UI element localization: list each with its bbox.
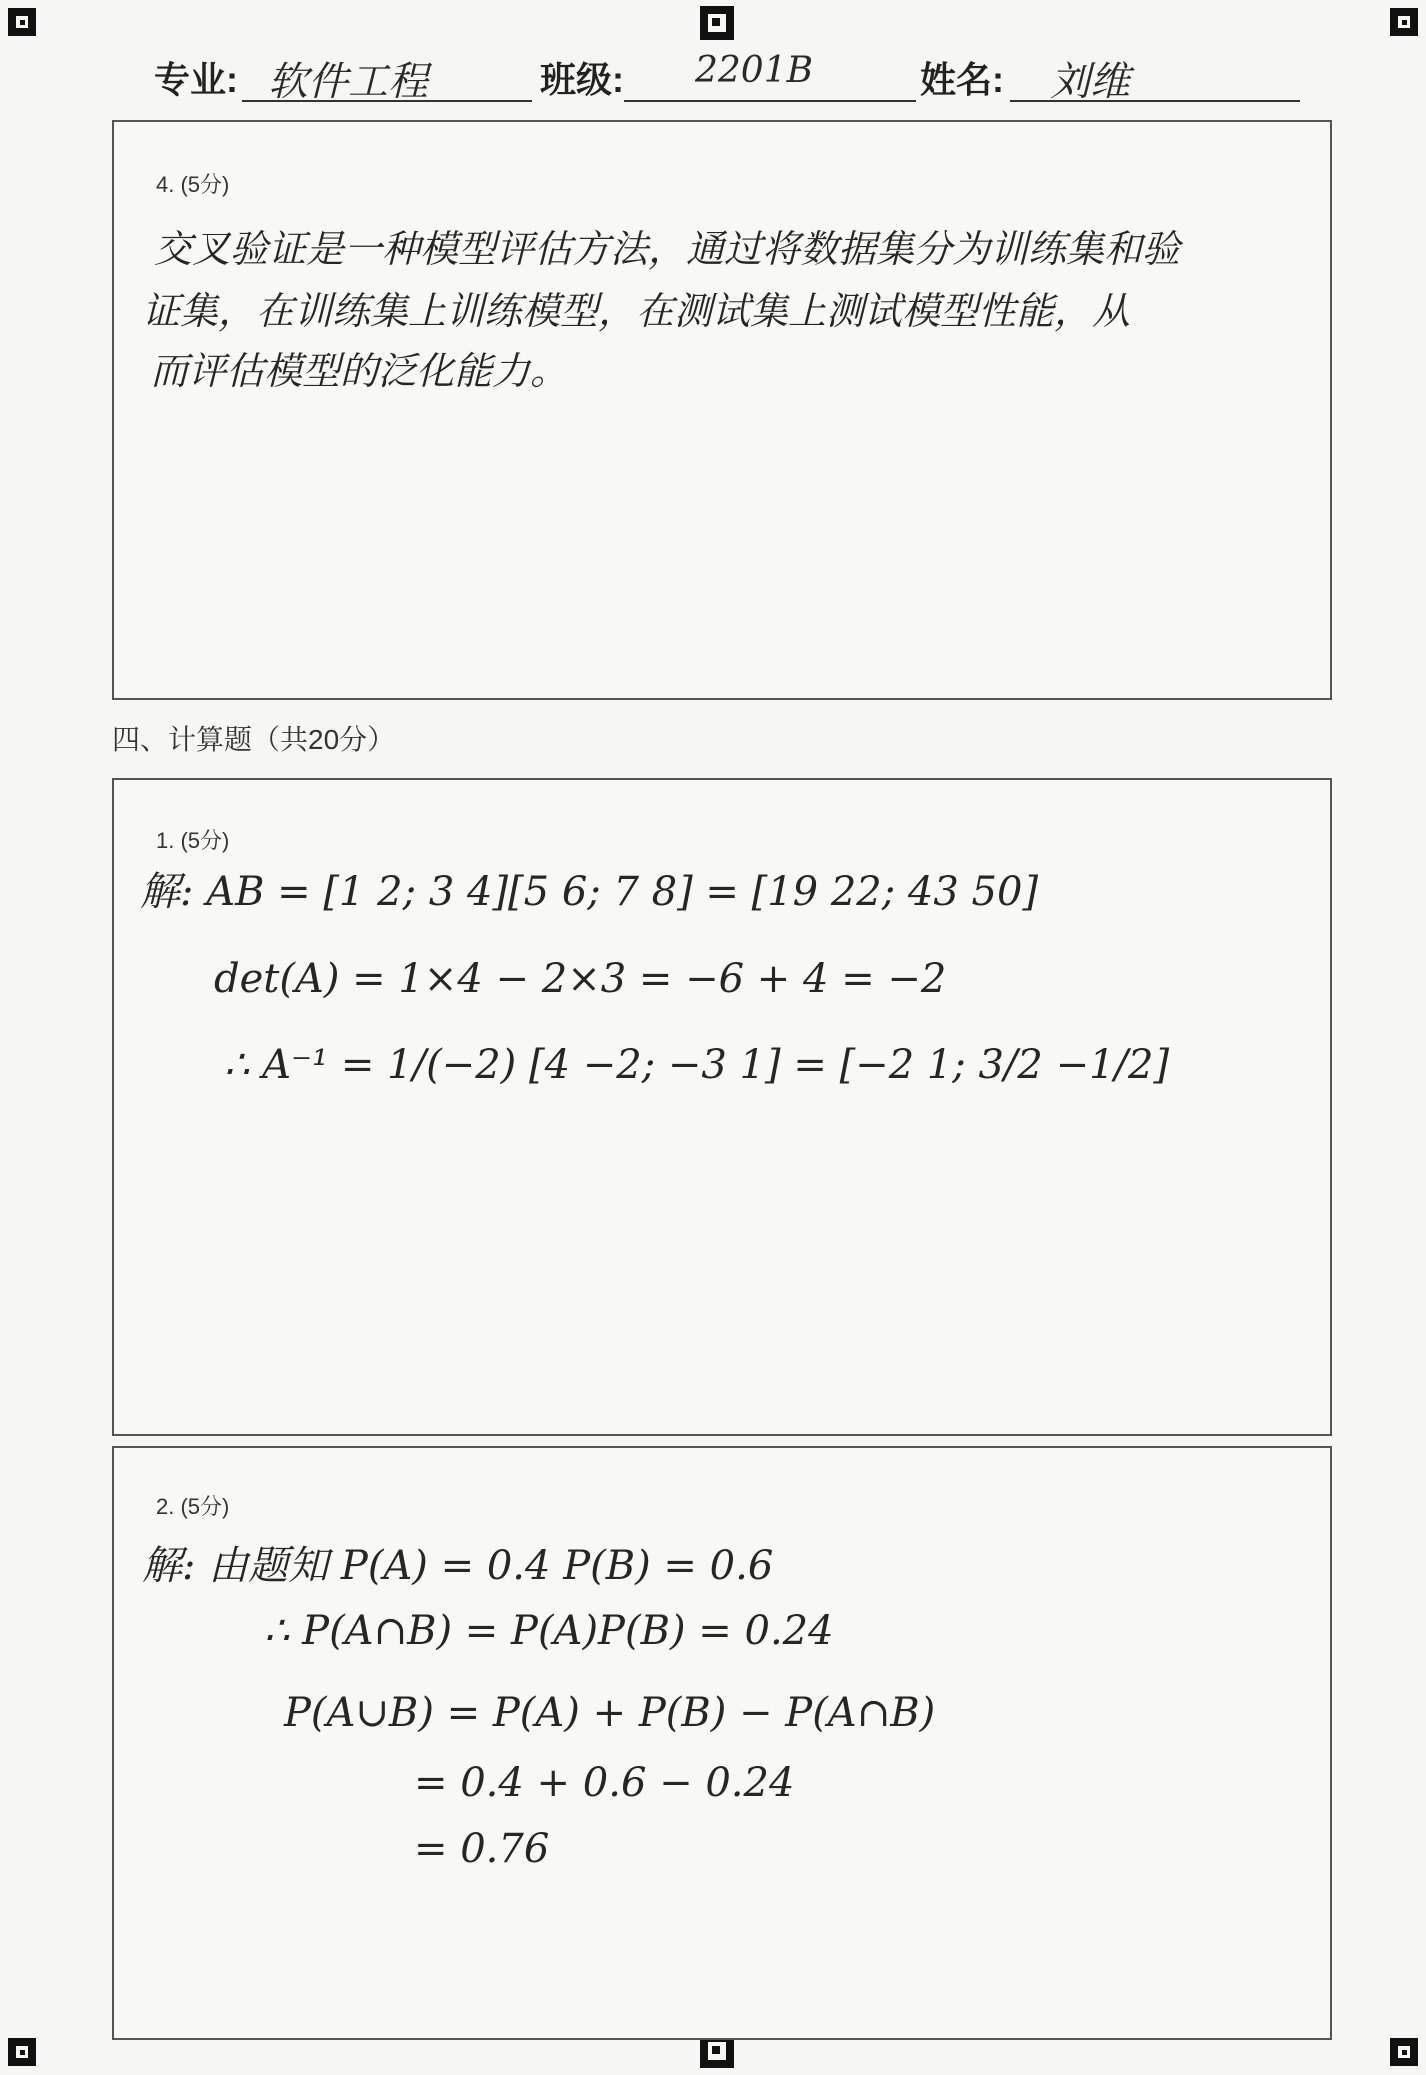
section-heading: 四、计算题（共20分） (112, 724, 396, 755)
class-label: 班级: (540, 59, 624, 100)
answer-line-1: 交叉验证是一种模型评估方法，通过将数据集分为训练集和验 (154, 227, 1181, 271)
name-label: 姓名: (920, 59, 1004, 100)
solution-line-1: 解: 由题知 P(A) = 0.4 P(B) = 0.6 (142, 1543, 774, 1589)
solution-line-2: det(A) = 1×4 − 2×3 = −6 + 4 = −2 (214, 956, 947, 1002)
solution-line-3: ∴ A⁻¹ = 1/(−2) [4 −2; −3 1] = [−2 1; 3/2 −1/2] (224, 1042, 1170, 1088)
solution-line-1: 解: AB = [1 2; 3 4][5 6; 7 8] = [19 22; 43 50] (140, 869, 1039, 915)
question-number: 1. (5分) (156, 828, 230, 853)
question-number: 2. (5分) (156, 1494, 230, 1519)
major-value: 软件工程 (268, 59, 428, 105)
solution-line-3: P(A∪B) = P(A) + P(B) − P(A∩B) (284, 1690, 936, 1736)
solution-line-5: = 0.76 (414, 1826, 550, 1872)
fiducial-marker-top-right (1390, 8, 1418, 36)
major-underline (242, 100, 532, 102)
class-value: 2201B (695, 50, 814, 91)
solution-line-2: ∴ P(A∩B) = P(A)P(B) = 0.24 (264, 1608, 834, 1654)
fiducial-marker-bottom-right (1390, 2038, 1418, 2066)
class-underline (624, 100, 916, 102)
answer-box-calc-2 (112, 1446, 1332, 2040)
major-label: 专业: (154, 59, 238, 100)
fiducial-marker-top-center (700, 6, 734, 40)
fiducial-marker-bottom-left (8, 2038, 36, 2066)
name-underline (1010, 100, 1300, 102)
answer-box-q4 (112, 120, 1332, 700)
fiducial-marker-top-left (8, 8, 36, 36)
name-value: 刘维 (1050, 59, 1130, 105)
answer-box-calc-1 (112, 778, 1332, 1436)
answer-line-2: 证集，在训练集上训练模型，在测试集上测试模型性能，从 (142, 289, 1131, 333)
solution-line-4: = 0.4 + 0.6 − 0.24 (414, 1760, 795, 1806)
answer-line-3: 而评估模型的泛化能力。 (150, 349, 569, 393)
student-info-header (150, 48, 1300, 108)
question-number: 4. (5分) (156, 172, 230, 197)
